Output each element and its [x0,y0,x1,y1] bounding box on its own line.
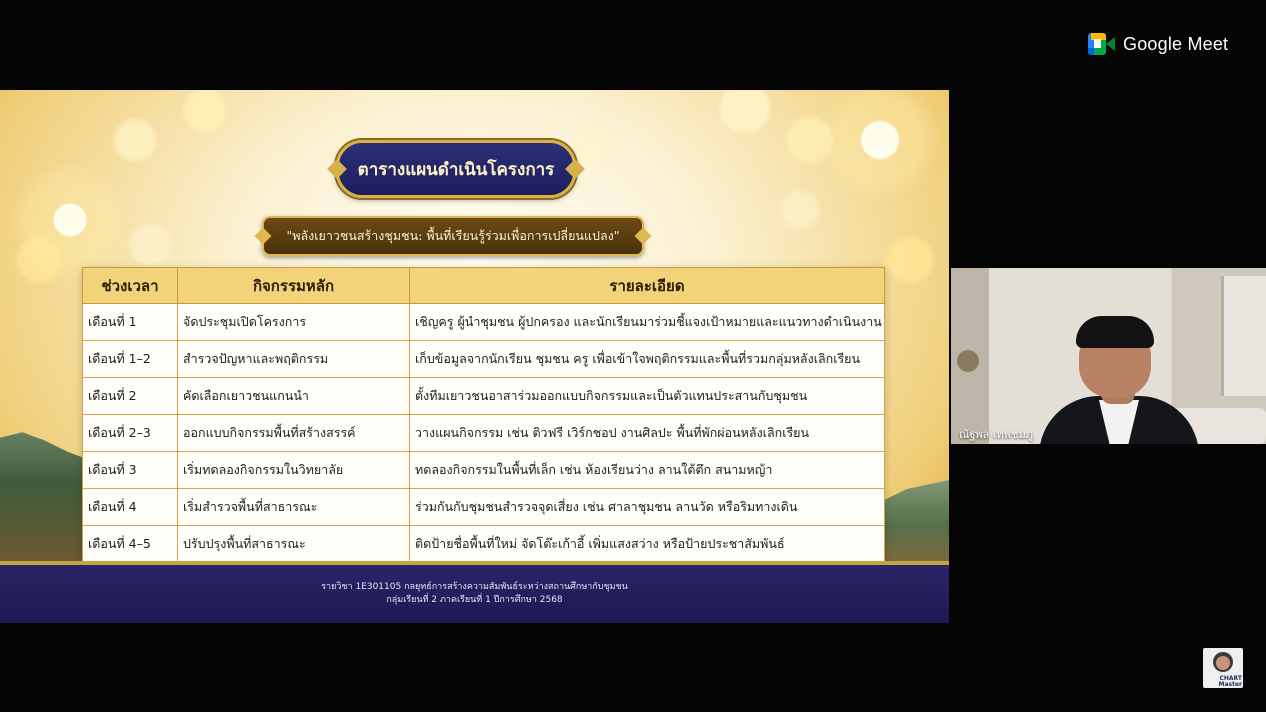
table-row [83,526,885,563]
cell-activity: สำรวจปัญหาและพฤติกรรม [178,341,410,378]
cell-activity: ออกแบบกิจกรรมพื้นที่สร้างสรรค์ [178,415,410,452]
participant-hair [1076,316,1154,348]
cell-period: เดือนที่ 1 [83,304,178,341]
cell-activity: ปรับปรุงพื้นที่สาธารณะ [178,526,410,563]
window-decoration [1221,276,1266,396]
google-meet-logo-icon [1088,33,1115,55]
cell-details: เชิญครู ผู้นำชุมชน ผู้ปกครอง และนักเรียนมาร่วมชี้แจงเป้าหมายและแนวทางดำเนินงาน [410,304,885,341]
table-row [83,415,885,452]
cell-activity: คัดเลือกเยาวชนแกนนำ [178,378,410,415]
cell-activity: จัดประชุมเปิดโครงการ [178,304,410,341]
cell-details: เก็บข้อมูลจากนักเรียน ชุมชน ครู เพื่อเข้าใจพฤติกรรมและพื้นที่รวมกลุ่มหลังเลิกเรียน [410,341,885,378]
column-header-period: ช่วงเวลา [83,268,178,304]
table-header-row [83,268,885,304]
slide-subtitle: "พลังเยาวชนสร้างชุมชน: พื้นที่เรียนรู้ร่วมเพื่อการเปลี่ยนแปลง" [286,228,620,243]
cell-activity: เริ่มสำรวจพื้นที่สาธารณะ [178,489,410,526]
cell-period: เดือนที่ 3 [83,452,178,489]
lamp-decoration [957,350,979,372]
slide-subtitle-plaque [262,216,644,256]
landscape-decoration [0,421,90,561]
table-row [83,304,885,341]
footer-course-line: รายวิชา 1E301105 กลยุทธ์การสร้างความสัมพันธ์ระหว่างสถานศึกษากับชุมชน [321,582,628,592]
cell-period: เดือนที่ 4–5 [83,526,178,563]
cell-activity: เริ่มทดลองกิจกรรมในวิทยาลัย [178,452,410,489]
brand-name: Google Meet [1123,33,1229,54]
table-row [83,378,885,415]
google-meet-brand [1088,33,1228,55]
cell-period: เดือนที่ 1–2 [83,341,178,378]
self-avatar-face [1216,656,1230,670]
participant-name: ณัฐพล เทพชมภู [959,428,1033,441]
cell-period: เดือนที่ 4 [83,489,178,526]
project-plan-table [82,267,885,563]
slide-title: ตารางแผนดำเนินโครงการ [357,159,555,180]
slide-title-plaque [336,140,576,198]
cell-details: ร่วมกันกับชุมชนสำรวจจุดเสี่ยง เช่น ศาลาชุมชน ลานวัด หรือริมทางเดิน [410,489,885,526]
presentation-slide [0,90,949,623]
cell-details: ติดป้ายชื่อพื้นที่ใหม่ จัดโต๊ะเก้าอี้ เพิ่มแสงสว่าง หรือป้ายประชาสัมพันธ์ [410,526,885,563]
table-row [83,452,885,489]
footer-section-line: กลุ่มเรียนที่ 2 ภาคเรียนที่ 1 ปีการศึกษา 2568 [386,595,563,605]
participant-video-tile[interactable] [951,268,1266,444]
cell-details: ทดลองกิจกรรมในพื้นที่เล็ก เช่น ห้องเรียนว่าง ลานใต้ตึก สนามหญ้า [410,452,885,489]
slide-footer [0,561,949,623]
column-header-activity: กิจกรรมหลัก [178,268,410,304]
column-header-details: รายละเอียด [410,268,885,304]
cell-details: ตั้งทีมเยาวชนอาสาร่วมออกแบบกิจกรรมและเป็นตัวแทนประสานกับชุมชน [410,378,885,415]
cell-period: เดือนที่ 2 [83,378,178,415]
cell-period: เดือนที่ 2–3 [83,415,178,452]
self-view-thumbnail[interactable] [1203,648,1243,688]
table-row [83,341,885,378]
table-row [83,489,885,526]
self-view-logo-text: CHART Master [1218,675,1242,688]
landscape-decoration [879,471,949,561]
cell-details: วางแผนกิจกรรม เช่น ติวฟรี เวิร์กชอป งานศิลปะ พื้นที่พักผ่อนหลังเลิกเรียน [410,415,885,452]
